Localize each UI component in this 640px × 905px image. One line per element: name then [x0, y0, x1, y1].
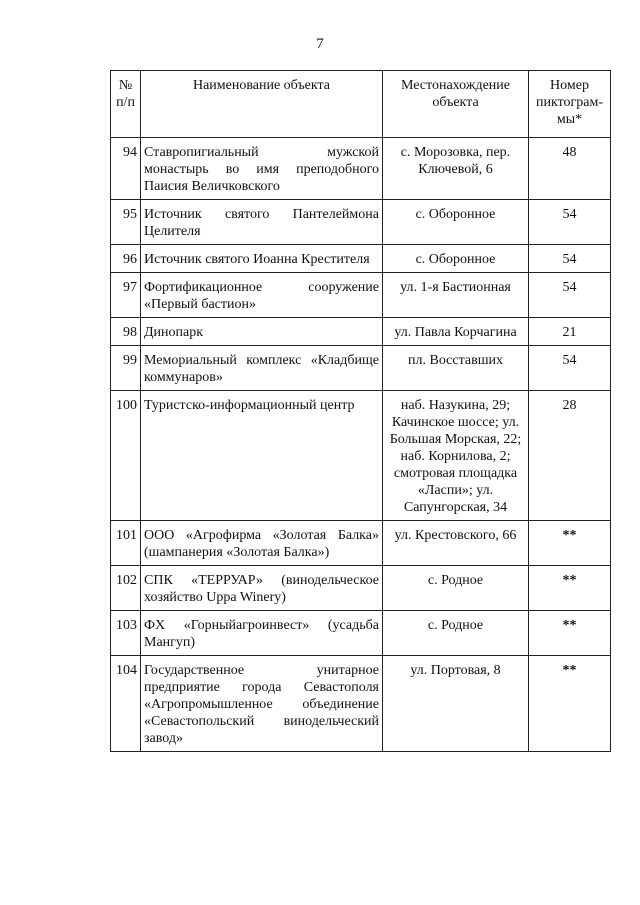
- row-num: 97: [111, 273, 141, 318]
- row-num: 100: [111, 391, 141, 521]
- row-name: ФХ «Горныйагроинвест» (усадьба Мангуп): [141, 611, 383, 656]
- row-name: Фортификационное сооружение «Первый бастион»: [141, 273, 383, 318]
- row-pictogram: 54: [529, 200, 611, 245]
- row-name: Мемориальный комплекс «Кладбище коммунаров»: [141, 346, 383, 391]
- header-num: № п/п: [111, 71, 141, 138]
- row-pictogram: 48: [529, 138, 611, 200]
- row-num: 104: [111, 656, 141, 752]
- row-pictogram: 54: [529, 346, 611, 391]
- row-location: с. Оборонное: [383, 200, 529, 245]
- row-location: наб. Назукина, 29; Качинское шоссе; ул. Большая Морская, 22; наб. Корнилова, 2; смотровая площадка «Ласпи»; ул. Сапунгорская, 34: [383, 391, 529, 521]
- table-row: [111, 391, 611, 521]
- row-name: Ставропигиальный мужской монастырь во имя преподобного Паисия Величковского: [141, 138, 383, 200]
- row-pictogram: **: [529, 566, 611, 611]
- row-pictogram: 21: [529, 318, 611, 346]
- row-pictogram: **: [529, 521, 611, 566]
- row-num: 95: [111, 200, 141, 245]
- table-row: [111, 200, 611, 245]
- row-num: 99: [111, 346, 141, 391]
- row-pictogram: 28: [529, 391, 611, 521]
- header-location: Местонахождение объекта: [383, 71, 529, 138]
- row-name: Источник святого Пантелеймона Целителя: [141, 200, 383, 245]
- table-row: [111, 566, 611, 611]
- table-header-row: [111, 71, 611, 138]
- row-pictogram: 54: [529, 273, 611, 318]
- row-pictogram: **: [529, 656, 611, 752]
- table-row: [111, 318, 611, 346]
- row-name: Источник святого Иоанна Крестителя: [141, 245, 383, 273]
- row-num: 103: [111, 611, 141, 656]
- row-location: с. Родное: [383, 611, 529, 656]
- table-row: [111, 611, 611, 656]
- row-location: пл. Восставших: [383, 346, 529, 391]
- row-num: 98: [111, 318, 141, 346]
- row-location: ул. 1-я Бастионная: [383, 273, 529, 318]
- row-location: ул. Портовая, 8: [383, 656, 529, 752]
- row-name: ООО «Агрофирма «Золотая Балка» (шампанерия «Золотая Балка»): [141, 521, 383, 566]
- row-name: СПК «ТЕРРУАР» (винодельческое хозяйство Uppa Winery): [141, 566, 383, 611]
- row-pictogram: **: [529, 611, 611, 656]
- row-name: Динопарк: [141, 318, 383, 346]
- table-row: [111, 138, 611, 200]
- header-pictogram: Номер пиктограм-мы*: [529, 71, 611, 138]
- table-row: [111, 273, 611, 318]
- row-num: 101: [111, 521, 141, 566]
- row-location: ул. Крестовского, 66: [383, 521, 529, 566]
- row-num: 96: [111, 245, 141, 273]
- table-row: [111, 521, 611, 566]
- page-number: 7: [316, 36, 324, 52]
- row-location: ул. Павла Корчагина: [383, 318, 529, 346]
- row-num: 102: [111, 566, 141, 611]
- row-name: Государственное унитарное предприятие города Севастополя «Агропромышленное объединение «Севастопольский винодельческий завод»: [141, 656, 383, 752]
- table-row: [111, 656, 611, 752]
- row-location: с. Оборонное: [383, 245, 529, 273]
- row-location: с. Родное: [383, 566, 529, 611]
- row-pictogram: 54: [529, 245, 611, 273]
- table-row: [111, 346, 611, 391]
- row-name: Туристско-информационный центр: [141, 391, 383, 521]
- objects-table: [110, 70, 611, 752]
- row-location: с. Морозовка, пер. Ключевой, 6: [383, 138, 529, 200]
- header-name: Наименование объекта: [141, 71, 383, 138]
- row-num: 94: [111, 138, 141, 200]
- table-row: [111, 245, 611, 273]
- table-body: [111, 138, 611, 752]
